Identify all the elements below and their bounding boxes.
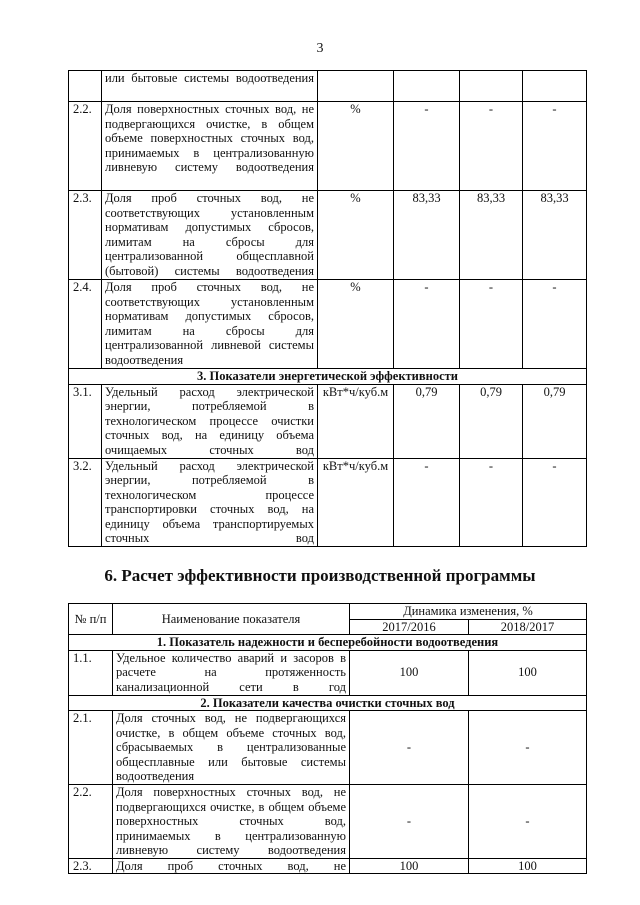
indicator-name: Доля поверхностных сточных вод, не подвергающихся очистке, в общем объеме поверхностных сточных вод, принимаемых в централизованную ливневую систему водоотведения [113, 785, 350, 859]
column-header-dynamics: Динамика изменения, % [350, 604, 587, 620]
row-number: 2.4. [69, 280, 102, 369]
value-cell: - [460, 458, 523, 546]
value-cell: 0,79 [460, 384, 523, 458]
indicator-name: Доля проб сточных вод, не соответствующих установленным нормативам допустимых сбросов, лимитам на сбросы для централизованной ливневой системы водоотведения [102, 280, 318, 369]
table-row [69, 650, 587, 695]
section-row [69, 635, 587, 651]
column-header-year: 2017/2016 [350, 619, 469, 635]
unit-cell: кВт*ч/куб.м [318, 384, 394, 458]
indicators-table [68, 70, 587, 547]
value-cell [523, 71, 587, 102]
indicator-name: Удельный расход электрической энергии, потребляемой в технологическом процессе транспортировки сточных вод, на единицу объема транспортируемых сточных вод [102, 458, 318, 546]
value-cell: - [394, 458, 460, 546]
value-cell: - [460, 280, 523, 369]
value-cell: 83,33 [523, 191, 587, 280]
value-cell: - [350, 785, 469, 859]
table-row [69, 280, 587, 369]
column-header-year: 2018/2017 [469, 619, 587, 635]
row-number: 2.3. [69, 858, 113, 874]
table-row [69, 785, 587, 859]
value-cell: - [523, 458, 587, 546]
row-number: 2.1. [69, 711, 113, 785]
column-header-name: Наименование показателя [113, 604, 350, 635]
page-number: 3 [316, 41, 324, 56]
value-cell: 83,33 [394, 191, 460, 280]
section-row [69, 695, 587, 711]
indicator-name: или бытовые системы водоотведения [102, 71, 318, 102]
row-number: 2.3. [69, 191, 102, 280]
unit-cell: кВт*ч/куб.м [318, 458, 394, 546]
value-cell: 100 [469, 858, 587, 874]
table-row [69, 858, 587, 874]
section-title: 1. Показатель надежности и бесперебойности водоотведения [69, 635, 587, 651]
value-cell: 100 [350, 650, 469, 695]
value-cell: 0,79 [523, 384, 587, 458]
value-cell: 100 [469, 650, 587, 695]
unit-cell: % [318, 191, 394, 280]
value-cell [460, 71, 523, 102]
value-cell: - [523, 280, 587, 369]
efficiency-table [68, 603, 587, 874]
value-cell: - [350, 711, 469, 785]
indicator-name: Удельное количество аварий и засоров в расчете на протяженность канализационной сети в год [113, 650, 350, 695]
value-cell: - [394, 102, 460, 191]
value-cell: - [394, 280, 460, 369]
value-cell: - [523, 102, 587, 191]
indicator-name: Доля сточных вод, не подвергающихся очистке, в общем объеме сточных вод, сбрасываемых в централизованные общесплавные или бытовые системы водоотведения [113, 711, 350, 785]
table-row [69, 384, 587, 458]
indicator-name: Доля проб сточных вод, не [113, 858, 350, 874]
row-number: 3.1. [69, 384, 102, 458]
value-cell: 83,33 [460, 191, 523, 280]
row-number: 1.1. [69, 650, 113, 695]
value-cell [394, 71, 460, 102]
value-cell: - [460, 102, 523, 191]
unit-cell: % [318, 280, 394, 369]
value-cell: - [469, 711, 587, 785]
indicator-name: Удельный расход электрической энергии, потребляемой в технологическом процессе очистки сточных вод, на единицу объема очищаемых сточных вод [102, 384, 318, 458]
row-number [69, 71, 102, 102]
value-cell: 100 [350, 858, 469, 874]
value-cell: 0,79 [394, 384, 460, 458]
section-row [69, 369, 587, 385]
table-row [69, 102, 587, 191]
unit-cell [318, 71, 394, 102]
table-row [69, 458, 587, 546]
table-row [69, 191, 587, 280]
header-row [69, 604, 587, 620]
indicator-name: Доля проб сточных вод, не соответствующих установленным нормативам допустимых сбросов, лимитам на сбросы для централизованной общесплавной (бытовой) системы водоотведения [102, 191, 318, 280]
table-row [69, 711, 587, 785]
table-row [69, 71, 587, 102]
row-number: 3.2. [69, 458, 102, 546]
value-cell: - [469, 785, 587, 859]
row-number: 2.2. [69, 785, 113, 859]
section-title: 2. Показатели качества очистки сточных вод [69, 695, 587, 711]
indicator-name: Доля поверхностных сточных вод, не подвергающихся очистке, в общем объеме поверхностных сточных вод, принимаемых в централизованную ливневую систему водоотведения [102, 102, 318, 191]
unit-cell: % [318, 102, 394, 191]
section-heading: 6. Расчет эффективности производственной программы [104, 566, 536, 585]
column-header-number: № п/п [69, 604, 113, 635]
section-title: 3. Показатели энергетической эффективности [69, 369, 587, 385]
row-number: 2.2. [69, 102, 102, 191]
